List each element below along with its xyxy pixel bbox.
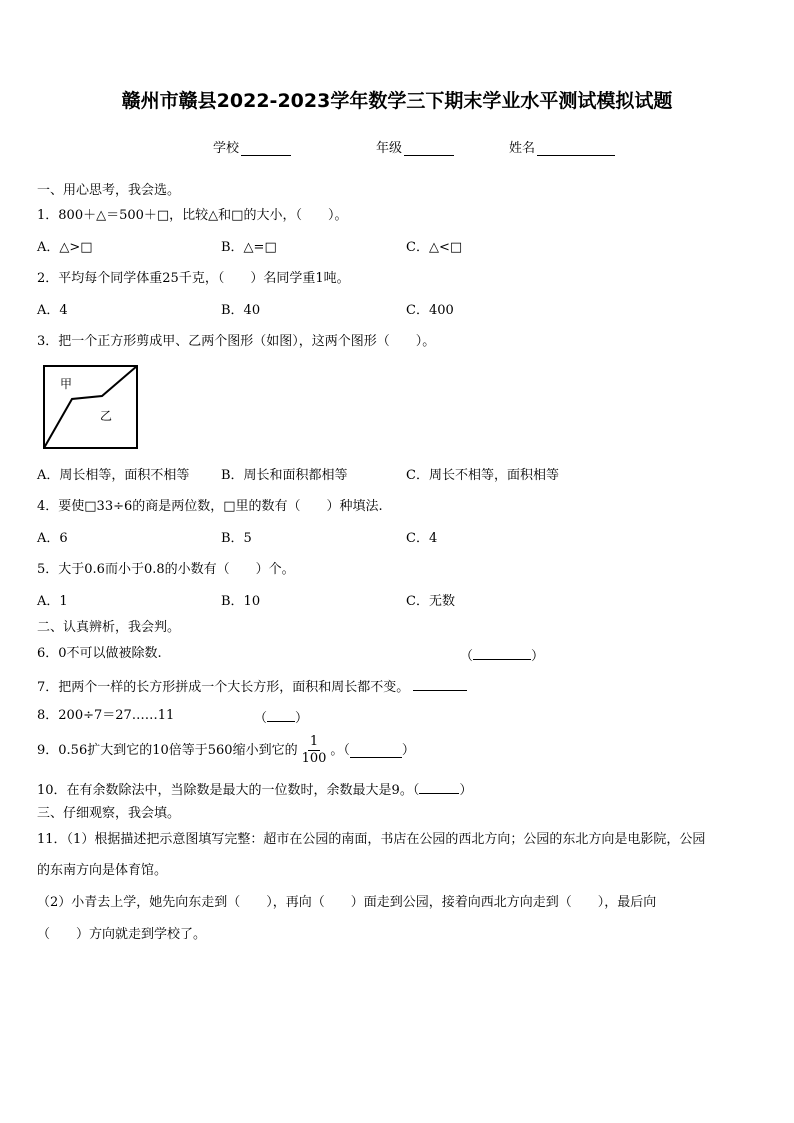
- question-3-text: 3．把一个正方形剪成甲、乙两个图形（如图），这两个图形（ ）。: [37, 334, 436, 349]
- answer-blank[interactable]: [267, 707, 295, 722]
- answer-blank[interactable]: [419, 779, 459, 794]
- question-2-option-a: A．4: [37, 303, 68, 318]
- question-5-option-a: A．1: [37, 594, 68, 609]
- paren-close: ）: [531, 649, 545, 664]
- paren-close: ）: [459, 783, 473, 798]
- question-2-option-c: C．400: [406, 303, 454, 318]
- school-blank: [241, 141, 291, 156]
- figure-label-yi: 乙: [100, 409, 113, 423]
- answer-blank[interactable]: [350, 743, 402, 758]
- cut-line: [44, 366, 137, 448]
- question-4-text: 4．要使□33÷6的商是两位数，□里的数有（ ）种填法.: [37, 499, 383, 514]
- question-3-option-c: C．周长不相等，面积相等: [406, 468, 559, 483]
- question-4-option-a: A．6: [37, 531, 68, 546]
- question-2-option-b: B．40: [221, 303, 261, 318]
- fraction-numerator: 1: [309, 734, 319, 749]
- section-1-heading: 一、用心思考，我会选。: [37, 183, 181, 198]
- question-10-text: [37, 779, 472, 800]
- question-1-text: 1．800＋△＝500＋□，比较△和□的大小，（ ）。: [37, 208, 348, 223]
- question-6-answer: [460, 645, 544, 666]
- paren-close: ）: [401, 742, 415, 758]
- section-2-heading: 二、认真辨析，我会判。: [37, 620, 181, 635]
- question-7-stem: 7．把两个一样的长方形拼成一个大长方形，面积和周长都不变。: [37, 680, 410, 695]
- school-label: 学校: [213, 141, 240, 156]
- question-1-option-c: C．△<□: [406, 240, 463, 255]
- question-11-line-4: （ ）方向就走到学校了。: [37, 927, 207, 942]
- section-3-heading: 三、仔细观察，我会填。: [37, 806, 181, 821]
- question-10-stem: 10．在有余数除法中，当除数是最大的一位数时，余数最大是9。（: [37, 783, 420, 798]
- question-1-option-b: B．△=□: [221, 240, 277, 255]
- paren-open: （: [254, 711, 268, 726]
- question-5-option-b: B．10: [221, 594, 261, 609]
- question-4-option-b: B．5: [221, 531, 252, 546]
- question-9-tail: 。（: [330, 742, 350, 758]
- name-label: 姓名: [509, 141, 536, 156]
- square-cut-figure: [42, 364, 140, 452]
- question-9-text: [37, 734, 415, 767]
- question-7-text: [37, 676, 467, 697]
- question-11-line-1: 11．（1）根据描述把示意图填写完整：超市在公园的南面，书店在公园的西北方向；公园的东北方向是电影院，公园: [37, 832, 706, 847]
- paren-open: （: [460, 649, 474, 664]
- answer-blank[interactable]: [413, 676, 467, 691]
- question-6-text: 6．0不可以做被除数.: [37, 646, 162, 661]
- question-8-answer: [254, 707, 308, 728]
- name-blank: [537, 141, 615, 156]
- grade-label: 年级: [376, 141, 403, 156]
- fraction-denominator: 100: [301, 751, 327, 766]
- page-title: 赣州市赣县2022-2023学年数学三下期末学业水平测试模拟试题: [121, 90, 673, 112]
- question-8-text: 8．200÷7＝27……11: [37, 708, 175, 723]
- question-5-option-c: C．无数: [406, 594, 455, 609]
- question-1-option-a: A．△>□: [37, 240, 93, 255]
- question-11-line-2: 的东南方向是体育馆。: [37, 863, 168, 878]
- question-9-stem: 9．0.56扩大到它的10倍等于560缩小到它的: [37, 742, 298, 758]
- question-2-text: 2．平均每个同学体重25千克，（ ）名同学重1吨。: [37, 271, 350, 286]
- question-3-option-a: A．周长相等，面积不相等: [37, 468, 190, 483]
- question-4-option-c: C．4: [406, 531, 438, 546]
- question-5-text: 5．大于0.6而小于0.8的小数有（ ）个。: [37, 562, 295, 577]
- paren-close: ）: [295, 711, 309, 726]
- question-3-option-b: B．周长和面积都相等: [221, 468, 348, 483]
- question-11-line-3: （2）小青去上学，她先向东走到（ ），再向（ ）面走到公园，接着向西北方向走到（ ），最后向: [37, 895, 657, 910]
- grade-blank: [404, 141, 454, 156]
- answer-blank[interactable]: [473, 645, 531, 660]
- figure-label-jia: 甲: [60, 377, 73, 391]
- fraction-one-hundredth: [300, 734, 329, 767]
